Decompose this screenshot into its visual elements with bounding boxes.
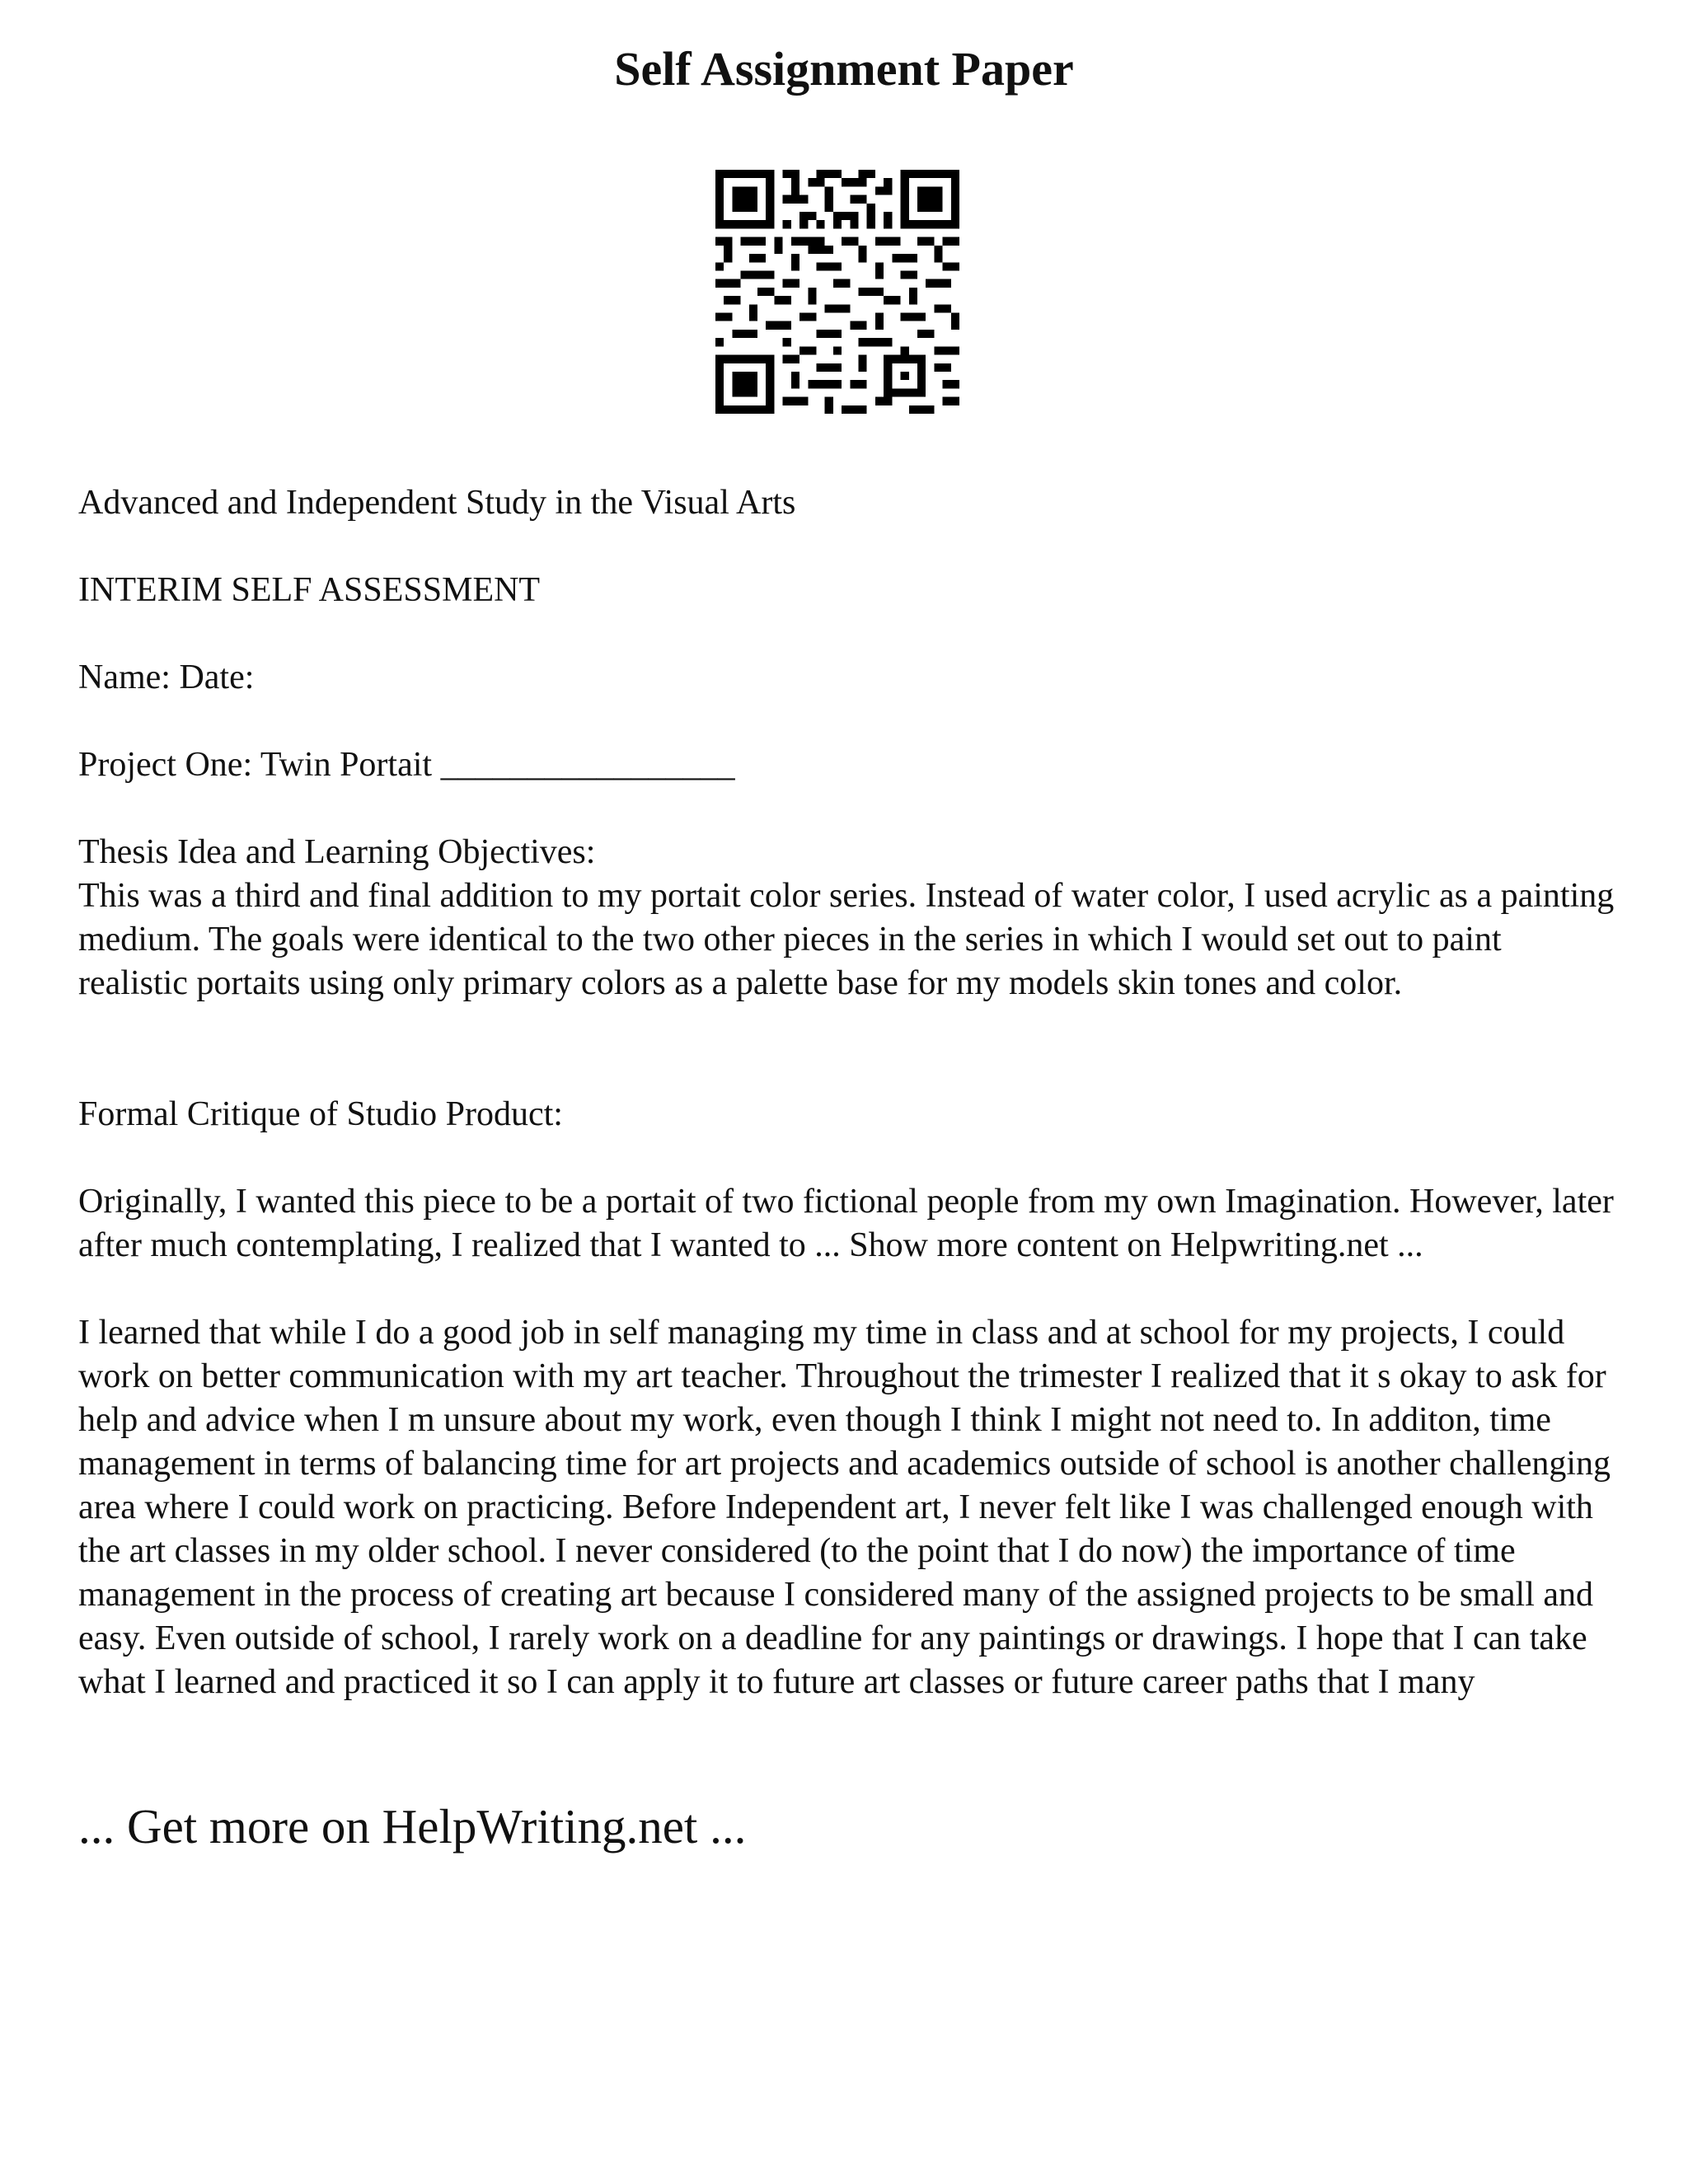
course-title: Advanced and Independent Study in the Visual Arts [78, 484, 796, 522]
critique-paragraph: Originally, I wanted this piece to be a portait of two fictional people from my own Imagination. However, later after much contemplating, I realized that I wanted to ... Show more content on Helpwriting.net ... [78, 1183, 1614, 1264]
thesis-paragraph: This was a third and final addition to my portait color series. Instead of water color, I used acrylic as a painting medium. The goals were identical to the two other pieces in the series in which I would set out to paint realistic portaits using only primary colors as a palette base for my models skin tones and color. [78, 877, 1615, 1002]
qr-code-icon [715, 170, 959, 414]
page-title: Self Assignment Paper [614, 42, 1074, 96]
project-line: Project One: Twin Portait _________________ [78, 746, 735, 784]
get-more-link[interactable]: ... Get more on HelpWriting.net ... [78, 1799, 747, 1854]
name-date-line: Name: Date: [78, 658, 255, 696]
critique-heading: Formal Critique of Studio Product: [78, 1095, 563, 1133]
thesis-heading: Thesis Idea and Learning Objectives: [78, 833, 596, 871]
assessment-heading: INTERIM SELF ASSESSMENT [78, 571, 541, 609]
thesis-section [78, 831, 1620, 1005]
reflection-paragraph: I learned that while I do a good job in self managing my time in class and at school for my projects, I could work on better communication with my art teacher. Throughout the trimester I realized that it s okay to ask for help and advice when I m unsure about my work, even though I think I might not need to. In additon, time management in terms of balancing time for art projects and academics outside of school is another challenging area where I could work on practicing. Before Independent art, I never felt like I was challenged enough with the art classes in my older school. I never considered (to the point that I do now) the importance of time management in the process of creating art because I considered many of the assigned projects to be small and easy. Even outside of school, I rarely work on a deadline for any paintings or drawings. I hope that I can take what I learned and practiced it so I can apply it to future art classes or future career paths that I many [78, 1314, 1611, 1701]
